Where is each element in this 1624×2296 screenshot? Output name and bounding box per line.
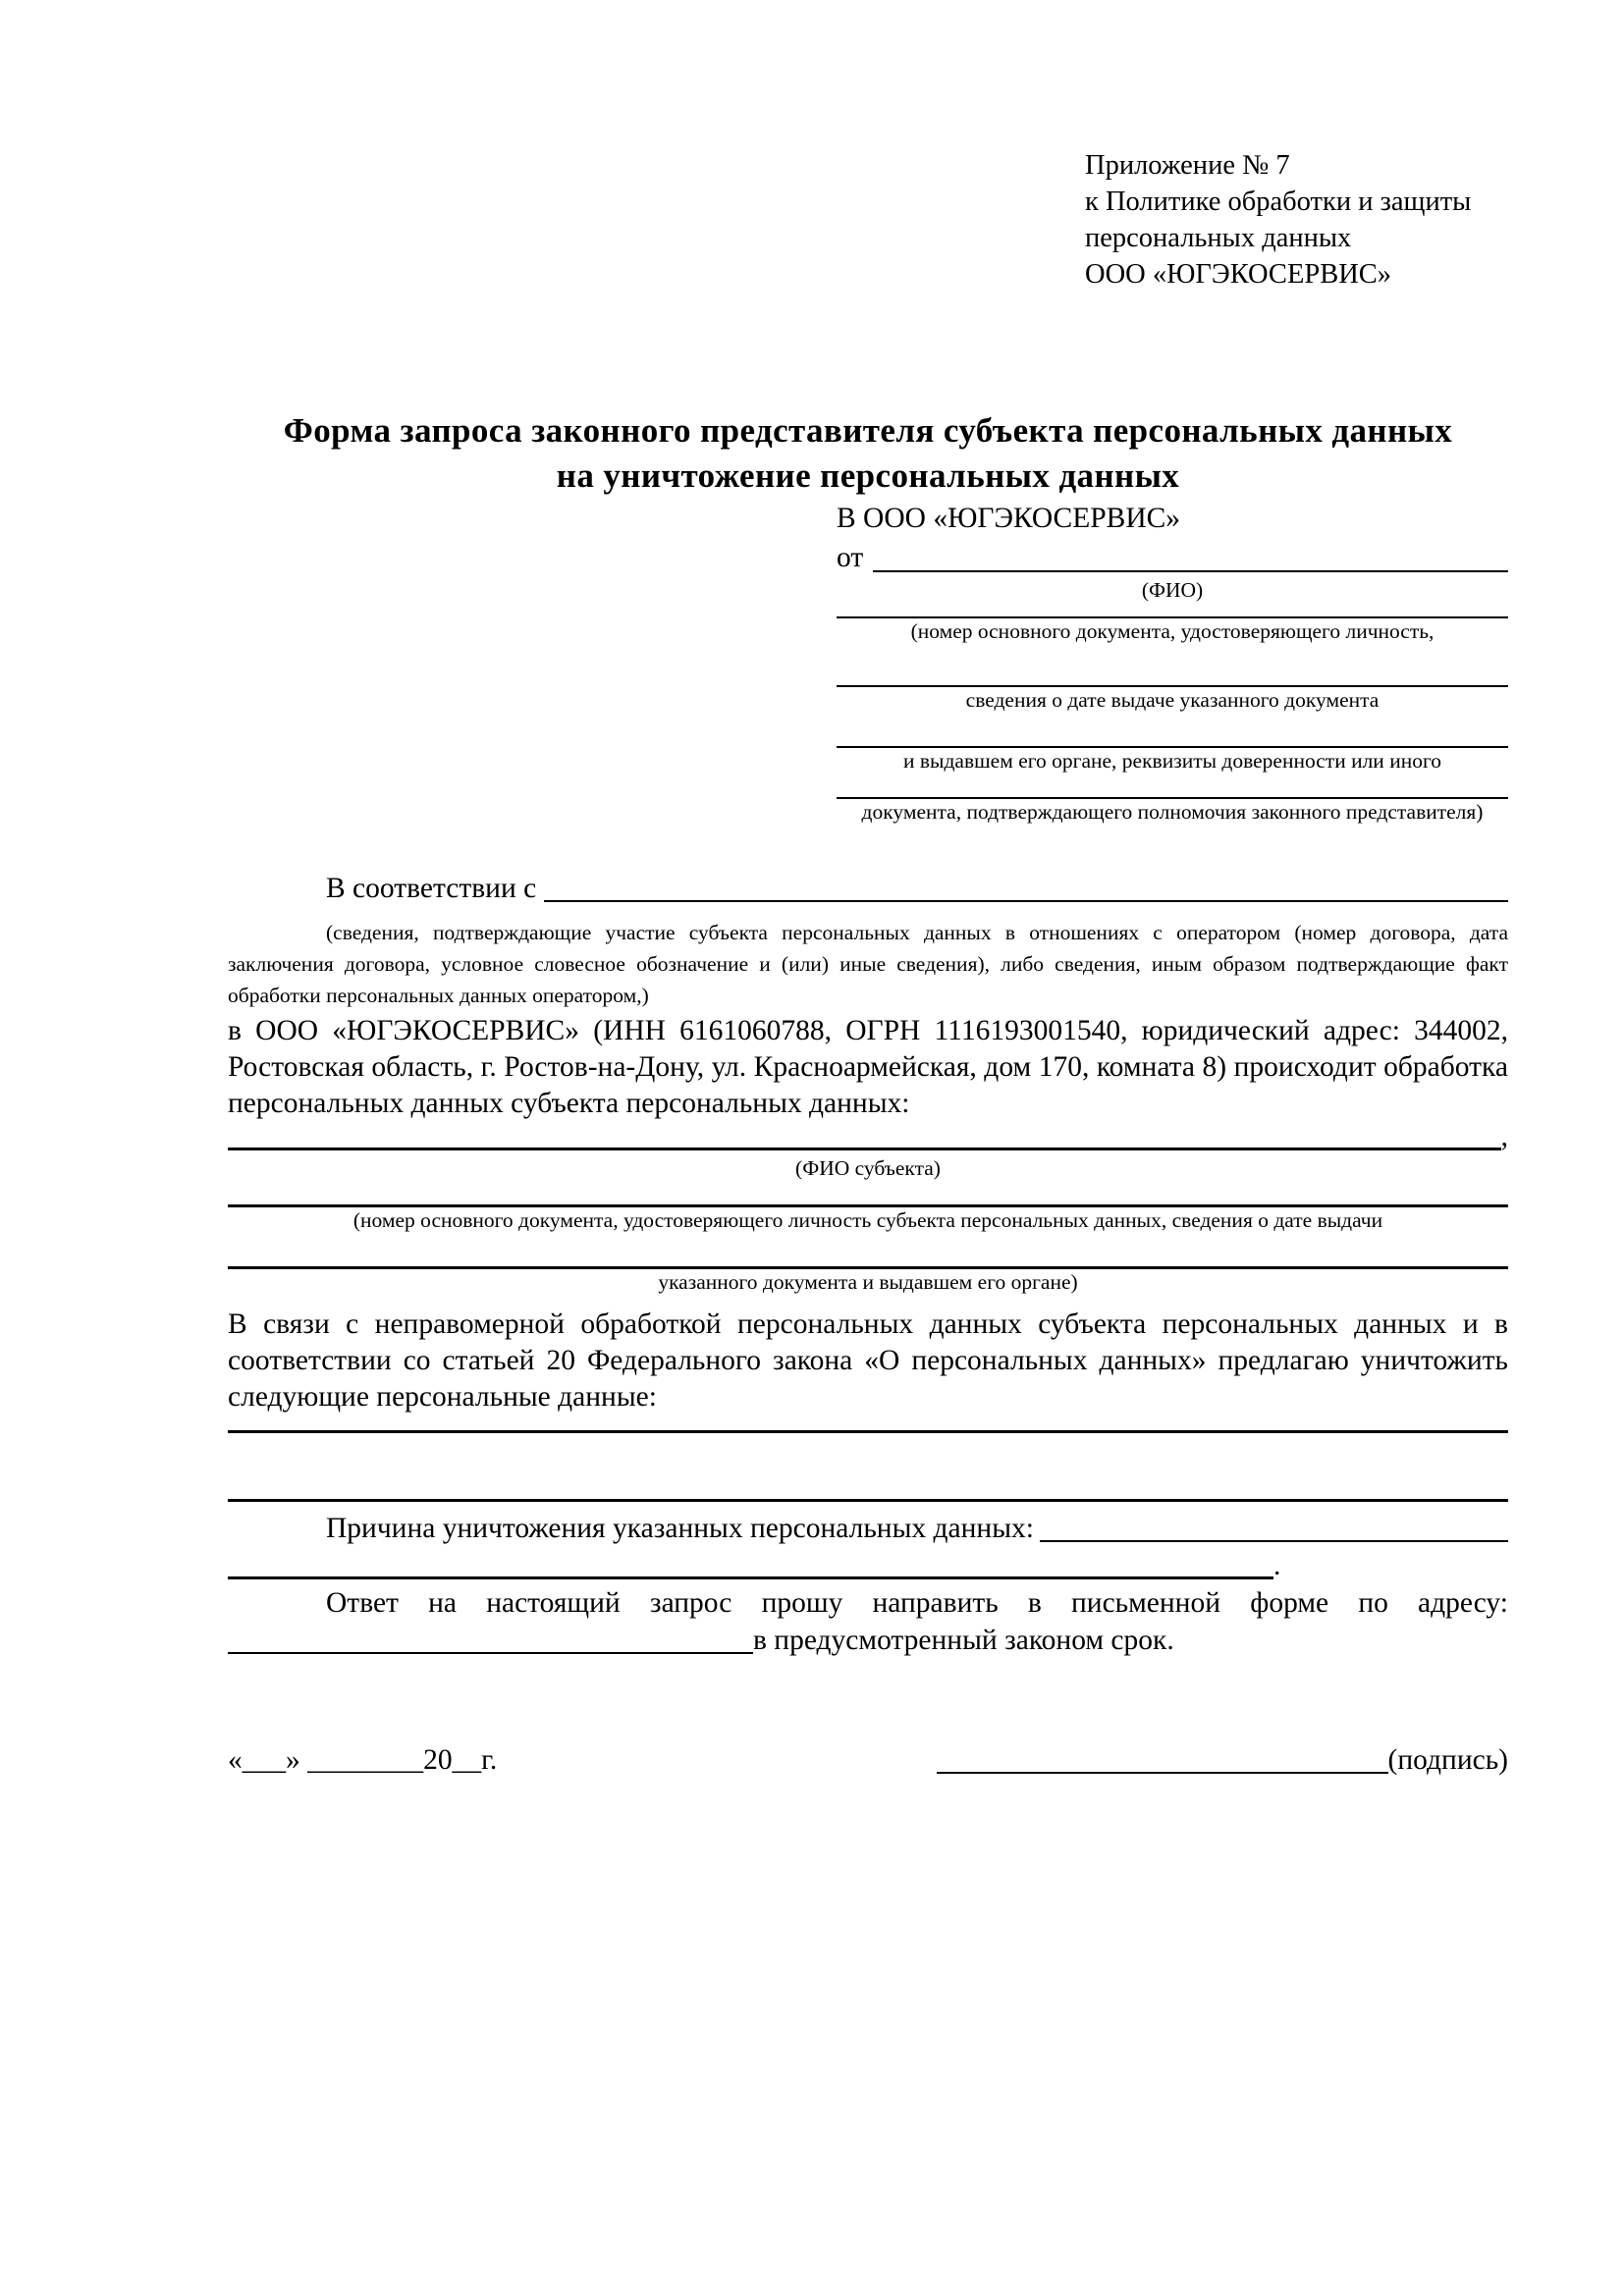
signature-fill-line [937, 1772, 1388, 1774]
reply-paragraph: Ответ на настоящий запрос прошу направить в письменной форме по адресу: [326, 1587, 1508, 1619]
subject-fio-line-suffix: , [1500, 1121, 1508, 1152]
id-doc-row [837, 774, 1508, 825]
form-title-line1: Форма запроса законного представителя субъекта персональных данных [283, 411, 1453, 450]
reply-address-row [228, 1622, 1508, 1659]
appendix-line: к Политике обработки и защиты [1085, 187, 1472, 217]
addressee-organization: В ООО «ЮГЭКОСЕРВИС» [837, 503, 1181, 534]
addressee-block [837, 499, 1508, 825]
id-doc-fill-line [837, 774, 1508, 799]
id-doc-fill-line [837, 644, 1508, 687]
footer-row [228, 1741, 1508, 1779]
id-doc-caption: сведения о дате выдаче указанного документа [965, 688, 1380, 712]
subject-fio-fill-line [228, 1148, 1501, 1150]
subject-fio-caption: (ФИО субъекта) [795, 1156, 941, 1180]
reply-tail-text: в предусмотренный законом срок. [753, 1625, 1174, 1656]
accordance-caption: (сведения, подтверждающие участие субъекта персональных данных в отношениях с оператором (номер договора, дата заключения договора, условное словесное обозначение и (или) иные сведения), либо сведения, иным образом подтверждающие факт обработки персональных данных оператором,) [228, 921, 1508, 1007]
reason-fill-line [228, 1576, 1273, 1579]
id-doc-caption: и выдавшем его органе, реквизиты доверенности или иного [903, 749, 1441, 773]
signature-caption: (подпись) [1387, 1744, 1508, 1776]
reason-fill-line [1040, 1540, 1508, 1542]
from-fill-line [873, 570, 1508, 572]
from-row [837, 538, 1508, 577]
accordance-fill-line [544, 900, 1508, 902]
id-doc-fill-line [837, 713, 1508, 748]
reason-continuation-row [228, 1547, 1508, 1584]
form-title-line2: на уничтожение персональных данных [556, 456, 1180, 495]
appendix-line: персональных данных [1085, 223, 1352, 253]
date-field: «___» ________20__г. [228, 1744, 498, 1776]
id-doc-fill-line [837, 603, 1508, 618]
accordance-lead: В соответствии с [326, 873, 537, 904]
signature-group [937, 1741, 1508, 1779]
subject-doc-caption: (номер основного документа, удостоверяющего личность субъекта персональных данных, сведения о дате выдачи [352, 1208, 1383, 1232]
fio-caption: (ФИО) [1141, 578, 1204, 602]
id-doc-row [837, 603, 1508, 644]
request-paragraph: В связи с неправомерной обработкой персональных данных субъекта персональных данных и в соответствии со статьей 20 Федерального закона «О персональных данных» предлагаю уничтожить следующие персональные данные: [228, 1308, 1508, 1413]
data-fill-line [228, 1499, 1508, 1502]
subject-doc-caption: указанного документа и выдавшем его органе) [658, 1270, 1078, 1294]
id-doc-caption: документа, подтверждающего полномочия законного представителя) [861, 800, 1484, 824]
reason-row [228, 1510, 1508, 1547]
form-title [228, 408, 1508, 499]
id-doc-row [837, 644, 1508, 713]
reason-end-punct: . [1273, 1550, 1281, 1581]
subject-fio-row [228, 1118, 1508, 1155]
appendix-line: ООО «ЮГЭКОСЕРВИС» [1085, 259, 1392, 290]
accordance-row [228, 870, 1508, 907]
reason-lead: Причина уничтожения указанных персональных данных: [326, 1513, 1034, 1544]
appendix-block [1085, 147, 1508, 293]
id-doc-row [837, 713, 1508, 774]
from-label: от [837, 542, 864, 573]
operator-paragraph: в ООО «ЮГЭКОСЕРВИС» (ИНН 6161060788, ОГРН 1116193001540, юридический адрес: 344002, Ростовская область, г. Ростов-на-Дону, ул. Красноармейская, дом 170, комната 8) происходит обработка персональных данных субъекта персональных данных: [228, 1015, 1508, 1119]
appendix-line: Приложение № 7 [1085, 150, 1290, 181]
id-doc-caption: (номер основного документа, удостоверяющего личность, [910, 619, 1435, 643]
data-fill-line [228, 1430, 1508, 1433]
reply-address-fill-line [228, 1652, 753, 1654]
